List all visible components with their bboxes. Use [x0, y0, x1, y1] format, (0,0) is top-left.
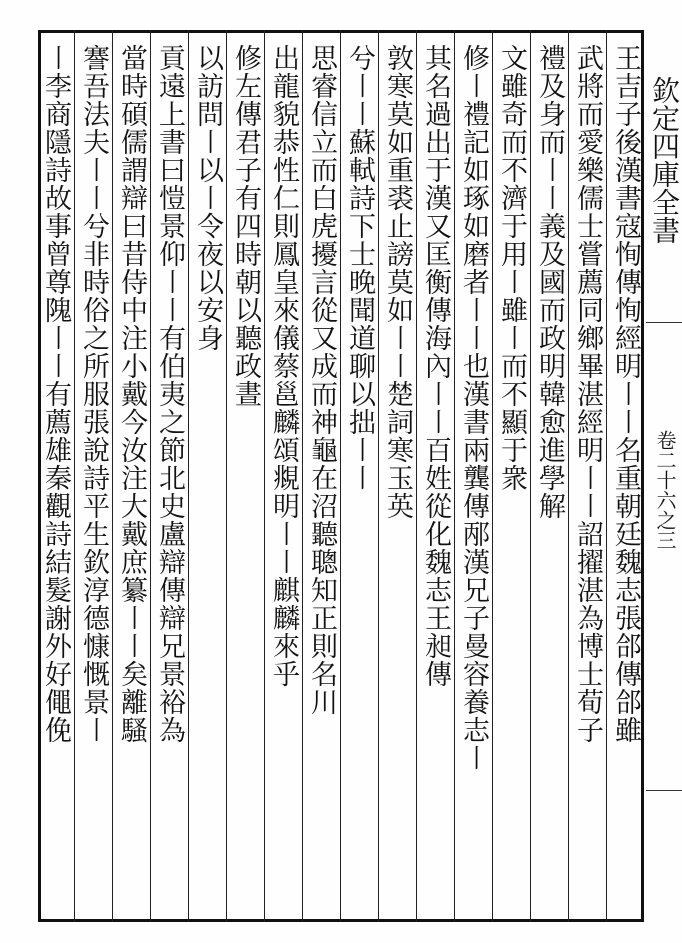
text-column-9: 思睿信立而白虎擾言從又成而神龜在沼聽聰知正則名川 [306, 44, 337, 716]
text-column-8: 兮〡〡蘇軾詩下士晚聞道聊以拙〡〡 [344, 44, 375, 492]
text-column-15: 謇吾法夫〡〡兮非時俗之所服張說詩平生欽淳德慷慨景〡 [78, 44, 109, 744]
text-column-7: 敦寒莫如重裘止謗莫如〡〡楚詞寒玉英 [382, 44, 413, 520]
header-divider [646, 322, 682, 323]
volume-label: 卷二十六之三 [653, 430, 677, 550]
book-title: 欽定四庫全書 [648, 76, 681, 244]
text-column-14: 當時碩儒謂辯曰昔侍中注小戴今汝注大戴庶纂〡〡矣離騷 [116, 44, 147, 744]
margin-header [646, 30, 682, 922]
text-column-10: 出龍貌恭性仁則鳳皇來儀蔡邕麟頌覜明〡〡麒麟來乎 [268, 44, 299, 688]
text-column-2: 武將而愛樂儒士嘗薦同鄉畢湛經明〡〡詔擢湛為博士荀子 [572, 44, 603, 744]
text-column-6: 其名過出于漢又匡衡傳海內〡〡百姓從化魏志王昶傳 [420, 44, 451, 688]
text-column-13: 貢遠上書曰愷景仰〡〡有伯夷之節北史盧辯傳辯兄景裕為 [154, 44, 185, 744]
text-column-5: 修〡禮記如琢如磨者〡〡也漢書兩龔傳邴漢兄子曼容養志〡 [458, 44, 489, 772]
text-column-16: 〡李商隱詩故事曾尊隗〡〡有薦雄秦觀詩結髮謝外好僶俛 [40, 44, 71, 744]
text-column-12: 以訪問〡以〡令夜以安身 [192, 44, 223, 352]
text-column-1: 王吉子後漢書寇恂傳恂經明〡〡名重朝廷魏志張郃傳郃雖 [610, 44, 641, 744]
text-column-3: 禮及身而〡〡義及國而政明韓愈進學解 [534, 44, 565, 520]
header-divider [646, 790, 682, 791]
text-column-4: 文雖奇而不濟于用〡雖〡而不顯于衆 [496, 44, 527, 492]
text-column-11: 修左傳君子有四時朝以聽政晝 [230, 44, 261, 408]
